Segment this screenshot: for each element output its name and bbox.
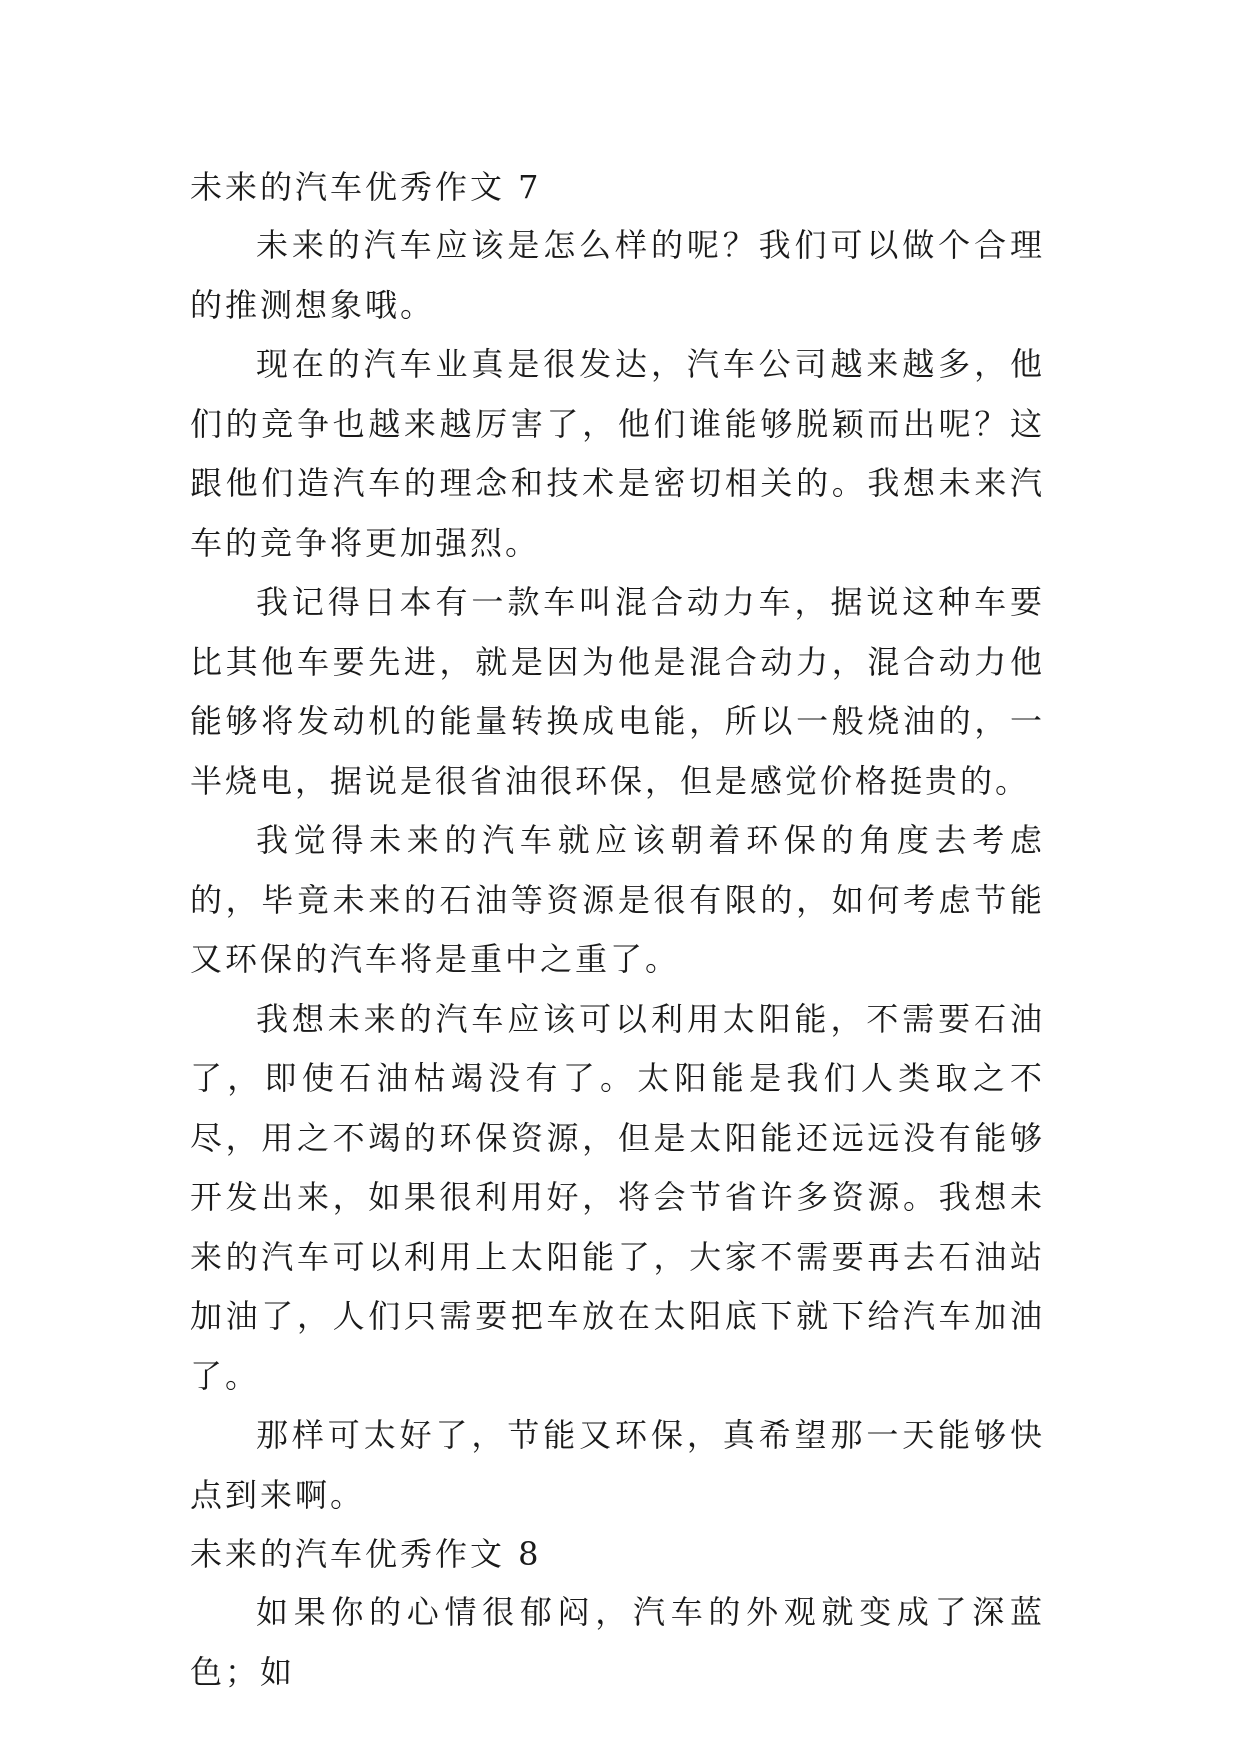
- paragraph: 未来的汽车应该是怎么样的呢？我们可以做个合理的推测想象哦。: [190, 226, 1045, 324]
- essay-section-7: [190, 158, 1045, 1525]
- paragraph: 我记得日本有一款车叫混合动力车，据说这种车要比其他车要先进，就是因为他是混合动力，混合动力他能够将发动机的能量转换成电能，所以一般烧油的，一半烧电，据说是很省油很环保，但是感觉价格挺贵的。: [190, 583, 1045, 800]
- essay-title: 未来的汽车优秀作文 8: [190, 1535, 542, 1573]
- document-body: [190, 158, 1045, 1702]
- essay-section-8: [190, 1525, 1045, 1702]
- essay-title: 未来的汽车优秀作文 7: [190, 168, 542, 206]
- paragraph: 我觉得未来的汽车就应该朝着环保的角度去考虑的，毕竟未来的石油等资源是很有限的，如何考虑节能又环保的汽车将是重中之重了。: [190, 821, 1045, 978]
- paragraph: 现在的汽车业真是很发达，汽车公司越来越多，他们的竞争也越来越厉害了，他们谁能够脱颖而出呢？这跟他们造汽车的理念和技术是密切相关的。我想未来汽车的竞争将更加强烈。: [190, 345, 1045, 562]
- paragraph: 我想未来的汽车应该可以利用太阳能，不需要石油了，即使石油枯竭没有了。太阳能是我们人类取之不尽，用之不竭的环保资源，但是太阳能还远远没有能够开发出来，如果很利用好，将会节省许多资源。我想未来的汽车可以利用上太阳能了，大家不需要再去石油站加油了，人们只需要把车放在太阳底下就下给汽车加油了。: [190, 999, 1045, 1395]
- paragraph: 如果你的心情很郁闷，汽车的外观就变成了深蓝色；如: [190, 1593, 1045, 1691]
- paragraph: 那样可太好了，节能又环保，真希望那一天能够快点到来啊。: [190, 1416, 1045, 1514]
